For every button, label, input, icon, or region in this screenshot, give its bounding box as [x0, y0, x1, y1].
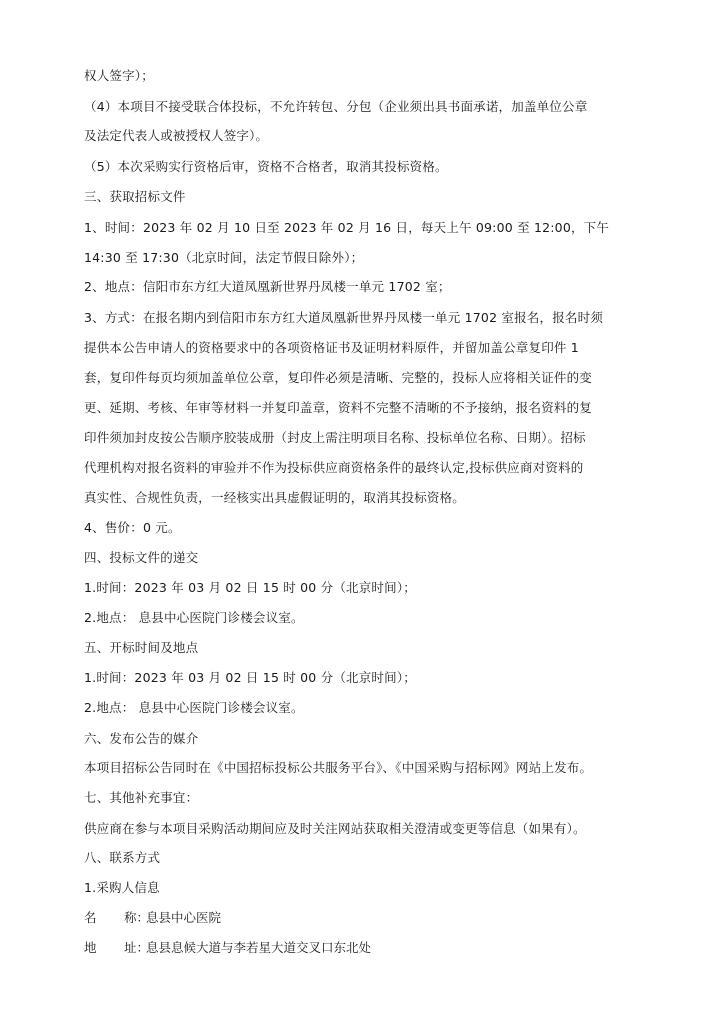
section-heading: 三、获取招标文件: [84, 189, 186, 204]
text-line: 1.采购人信息: [84, 880, 160, 895]
text-line: 4、售价：0 元。: [84, 520, 181, 535]
label-char: 名: [84, 910, 97, 925]
text-line: 1.时间：2023 年 03 月 02 日 15 时 00 分（北京时间）；: [84, 580, 416, 595]
text-line: 及法定代表人或被授权人签字）。: [84, 128, 269, 143]
text-line: 2.地点： 息县中心医院门诊楼会议室。: [84, 610, 304, 625]
contact-name-row: [84, 910, 221, 926]
text-line: 更、延期、考核、年审等材料一并复印盖章，资料不完整不清晰的不予接纳，报名资料的复: [84, 400, 593, 415]
text-line: （4）本项目不接受联合体投标，不允许转包、分包（企业须出具书面承诺，加盖单位公章: [84, 99, 588, 114]
label-char: 址：: [124, 940, 150, 955]
contact-name-value: 息县中心医院: [146, 910, 222, 925]
contact-address-row: [84, 940, 371, 956]
contact-address-value: 息县息候大道与李若星大道交叉口东北处: [146, 940, 372, 955]
text-line: 2、地点：信阳市东方红大道凤凰新世界丹凤楼一单元 1702 室；: [84, 279, 451, 294]
label-char: 地: [84, 940, 97, 955]
text-line: 1.时间：2023 年 03 月 02 日 15 时 00 分（北京时间）；: [84, 670, 416, 685]
text-line: （5）本次采购实行资格后审，资格不合格者，取消其投标资格。: [84, 159, 448, 174]
text-line: 3、方式：在报名期内到信阳市东方红大道凤凰新世界丹凤楼一单元 1702 室报名，报名时须: [84, 310, 604, 325]
label-char: 称：: [124, 910, 150, 925]
text-line: 供应商在参与本项目采购活动期间应及时关注网站获取相关澄清或变更等信息（如果有）。: [84, 821, 586, 836]
text-line: 14:30 至 17:30（北京时间，法定节假日除外）；: [84, 250, 364, 265]
text-line: 真实性、合规性负责，一经核实出具虚假证明的，取消其投标资格。: [84, 490, 466, 505]
contact-address-label: [84, 940, 150, 956]
section-heading: 五、开标时间及地点: [84, 640, 199, 655]
text-line: 2.地点： 息县中心医院门诊楼会议室。: [84, 700, 304, 715]
section-heading: 八、联系方式: [84, 850, 161, 865]
section-heading: 四、投标文件的递交: [84, 550, 199, 565]
text-line: 套，复印件每页均须加盖单位公章，复印件必须是清晰、完整的，投标人应将相关证件的变: [84, 370, 593, 385]
section-heading: 七、其他补充事宜：: [84, 790, 199, 805]
text-line: 代理机构对报名资料的审验并不作为投标供应商资格条件的最终认定,投标供应商对资料的: [84, 460, 584, 475]
text-line: 权人签字）；: [84, 68, 154, 83]
section-heading: 六、发布公告的媒介: [84, 731, 199, 746]
text-line: 提供本公告申请人的资格要求中的各项资格证书及证明材料原件，并留加盖公章复印件 1: [84, 340, 579, 355]
text-line: 1、时间：2023 年 02 月 10 日至 2023 年 02 月 16 日，每天上午 09:00 至 12:00，下午: [84, 220, 610, 235]
contact-name-label: [84, 910, 150, 926]
text-line: 印件须加封皮按公告顺序胶装成册（封皮上需注明项目名称、投标单位名称、日期）。招标: [84, 430, 586, 445]
text-line: 本项目招标公告同时在《中国招标投标公共服务平台》、《中国采购与招标网》网站上发布。: [84, 760, 593, 775]
